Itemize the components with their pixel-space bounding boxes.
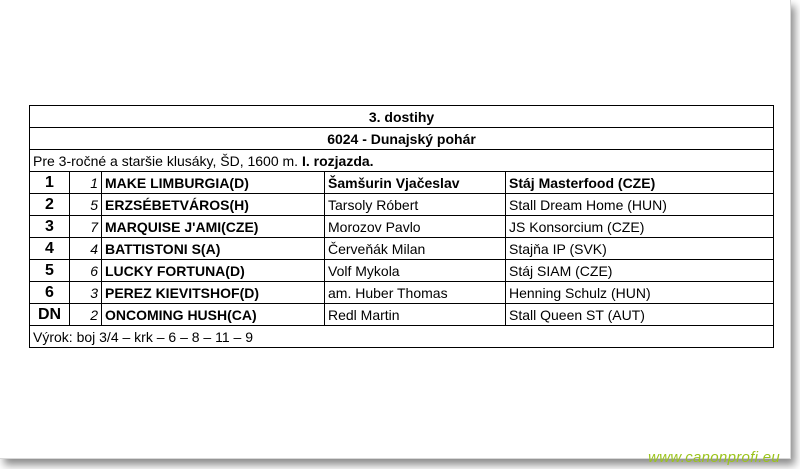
result-horse: ONCOMING HUSH(CA) (102, 304, 325, 326)
result-row (30, 282, 774, 304)
result-row (30, 238, 774, 260)
result-number: 6 (70, 260, 102, 282)
result-place: 6 (30, 282, 70, 304)
race-title-row (30, 106, 774, 128)
result-number: 7 (70, 216, 102, 238)
result-place: 3 (30, 216, 70, 238)
result-number: 2 (70, 304, 102, 326)
result-horse: PEREZ KIEVITSHOF(D) (102, 282, 325, 304)
result-row (30, 172, 774, 194)
result-row (30, 216, 774, 238)
result-place: 2 (30, 194, 70, 216)
race-subtitle: 6024 - Dunajský pohár (30, 128, 774, 150)
race-subtitle-row (30, 128, 774, 150)
result-number: 3 (70, 282, 102, 304)
result-driver: Tarsoly Róbert (325, 194, 506, 216)
result-place: 4 (30, 238, 70, 260)
result-place: 1 (30, 172, 70, 194)
result-driver: Redl Martin (325, 304, 506, 326)
result-horse: ERZSÉBETVÁROS(H) (102, 194, 325, 216)
race-conditions-row (30, 150, 774, 172)
result-horse: MARQUISE J'AMI(CZE) (102, 216, 325, 238)
watermark: www.canonprofi.eu (648, 449, 780, 466)
footer-row (30, 326, 774, 348)
result-driver: Morozov Pavlo (325, 216, 506, 238)
result-row (30, 260, 774, 282)
race-conditions-cell (30, 150, 774, 172)
race-verdict: Výrok: boj 3/4 – krk – 6 – 8 – 11 – 9 (30, 326, 774, 348)
result-owner: Stáj Masterfood (CZE) (506, 172, 774, 194)
result-driver: Volf Mykola (325, 260, 506, 282)
race-heat: I. rozjazda. (301, 152, 374, 169)
results-table (29, 105, 774, 348)
result-owner: Stáj SIAM (CZE) (506, 260, 774, 282)
result-place: DN (30, 304, 70, 326)
race-title: 3. dostihy (30, 106, 774, 128)
result-number: 4 (70, 238, 102, 260)
result-driver: Červeňák Milan (325, 238, 506, 260)
result-horse: BATTISTONI S(A) (102, 238, 325, 260)
result-row (30, 194, 774, 216)
result-owner: Henning Schulz (HUN) (506, 282, 774, 304)
result-number: 5 (70, 194, 102, 216)
result-owner: Stajňa IP (SVK) (506, 238, 774, 260)
result-place: 5 (30, 260, 70, 282)
result-owner: Stall Queen ST (AUT) (506, 304, 774, 326)
race-conditions: Pre 3-ročné a staršie klusáky, ŠD, 1600 m. (33, 152, 299, 169)
result-driver: am. Huber Thomas (325, 282, 506, 304)
result-owner: JS Konsorcium (CZE) (506, 216, 774, 238)
result-owner: Stall Dream Home (HUN) (506, 194, 774, 216)
result-row (30, 304, 774, 326)
result-driver: Šamšurin Vjačeslav (325, 172, 506, 194)
result-number: 1 (70, 172, 102, 194)
result-horse: MAKE LIMBURGIA(D) (102, 172, 325, 194)
result-horse: LUCKY FORTUNA(D) (102, 260, 325, 282)
